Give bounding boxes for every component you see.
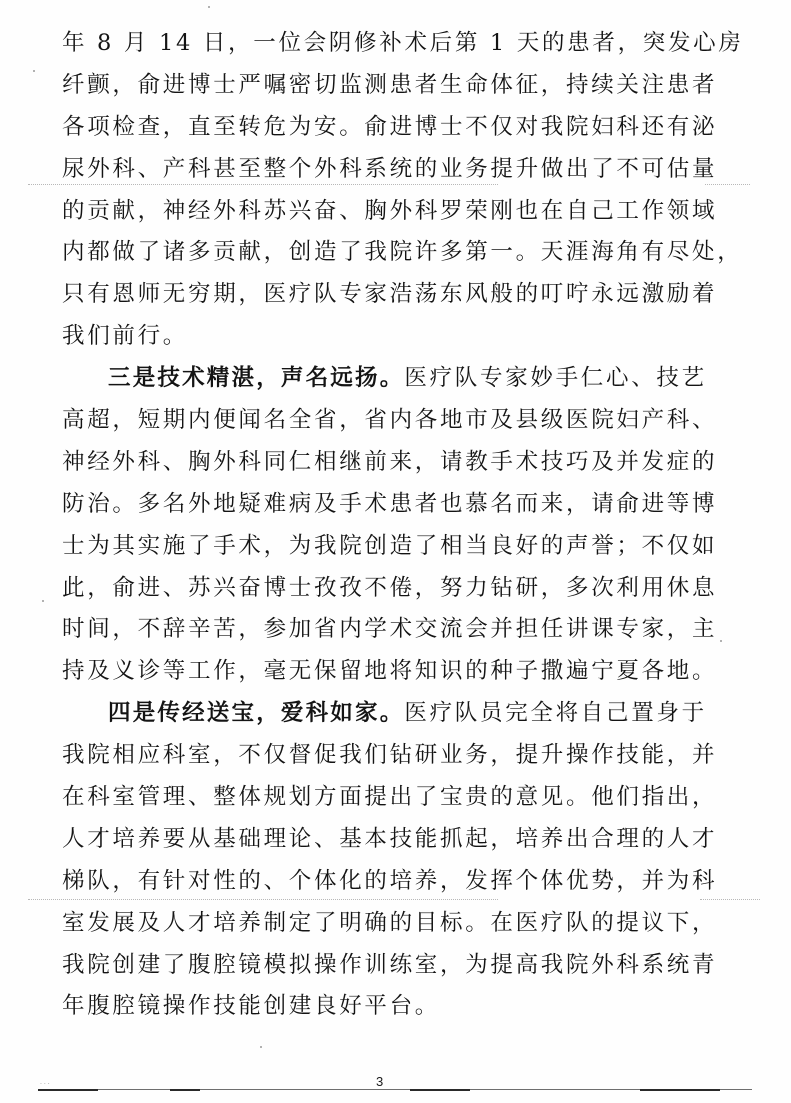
footer-rule-segment bbox=[38, 1089, 98, 1091]
text-line: 梯队，有针对性的、个体化的培养，发挥个体优势，并为科 bbox=[62, 867, 718, 894]
paragraph-lead-heading: 四是传经送宝，爱科如家。 bbox=[108, 700, 405, 727]
text-run: 医疗队专家妙手仁心、技艺 bbox=[404, 365, 707, 392]
body-text bbox=[62, 23, 744, 1028]
paragraph-continuation bbox=[62, 23, 744, 358]
text-line-first bbox=[62, 693, 707, 735]
text-line: 纤颤，俞进博士严嘱密切监测患者生命体征，持续关注患者 bbox=[62, 71, 718, 98]
text-line: 神经外科、胸外科同仁相继前来，请教手术技巧及并发症的 bbox=[62, 448, 718, 475]
paragraph-lead-heading: 三是技术精湛，声名远扬。 bbox=[108, 365, 405, 392]
scan-speck bbox=[208, 6, 210, 8]
footer-rule-segment bbox=[410, 1089, 470, 1091]
scan-artifact-rule bbox=[705, 184, 750, 185]
text-line: 内都做了诸多贡献，创造了我院许多第一。天涯海角有尽处， bbox=[62, 239, 743, 266]
text-line: 尿外科、产科甚至整个外科系统的业务提升做出了不可估量 bbox=[62, 155, 718, 182]
text-line: 的贡献，神经外科苏兴奋、胸外科罗荣刚也在自己工作领域 bbox=[62, 197, 718, 224]
text-line: 时间，不辞辛苦，参加省内学术交流会并担任讲课专家，主 bbox=[62, 616, 718, 643]
paragraph-knowledge-transfer bbox=[62, 693, 718, 1028]
scan-speck bbox=[720, 640, 722, 642]
text-line: 在科室管理、整体规划方面提出了宝贵的意见。他们指出， bbox=[62, 784, 718, 811]
scan-artifact-rule bbox=[700, 899, 760, 900]
text-line: 此，俞进、苏兴奋博士孜孜不倦，努力钻研，多次利用休息 bbox=[62, 574, 718, 601]
paragraph-technical-excellence bbox=[62, 358, 718, 693]
text-line: 只有恩师无穷期，医疗队专家浩荡东风般的叮咛永远激励着 bbox=[62, 281, 718, 308]
text-line-first bbox=[62, 358, 707, 400]
scan-speck bbox=[42, 600, 44, 602]
footer-rule-segment bbox=[640, 1089, 720, 1091]
text-line: 室发展及人才培养制定了明确的目标。在医疗队的提议下， bbox=[62, 909, 718, 936]
page-number: 3 bbox=[376, 1074, 384, 1089]
text-line: 我院相应科室，不仅督促我们钻研业务，提升操作技能，并 bbox=[62, 742, 718, 769]
scan-speck bbox=[260, 1046, 262, 1048]
text-line: 持及义诊等工作，毫无保留地将知识的种子撒遍宁夏各地。 bbox=[62, 658, 718, 685]
text-line: 我院创建了腹腔镜模拟操作训练室，为提高我院外科系统青 bbox=[62, 951, 718, 978]
scan-speck bbox=[33, 70, 35, 72]
text-line: 各项检查，直至转危为安。俞进博士不仅对我院妇科还有泌 bbox=[62, 113, 718, 140]
text-line: 人才培养要从基础理论、基本技能抓起，培养出合理的人才 bbox=[62, 825, 718, 852]
text-line: 防治。多名外地疑难病及手术患者也慕名而来，请俞进等博 bbox=[62, 490, 718, 517]
footer-rule-segment bbox=[170, 1089, 200, 1091]
text-line: 我们前行。 bbox=[62, 323, 189, 350]
text-run: 医疗队员完全将自己置身于 bbox=[404, 700, 707, 727]
text-line: 高超，短期内便闻名全省，省内各地市及县级医院妇产科、 bbox=[62, 407, 718, 434]
text-line: 年 8 月 14 日，一位会阴修补术后第 1 天的患者，突发心房 bbox=[62, 30, 744, 56]
text-line: 士为其实施了手术，为我院创造了相当良好的声誉；不仅如 bbox=[62, 532, 718, 559]
text-line: 年腹腔镜操作技能创建良好平台。 bbox=[62, 993, 441, 1020]
scan-corner-mark: . . . bbox=[40, 1079, 50, 1086]
